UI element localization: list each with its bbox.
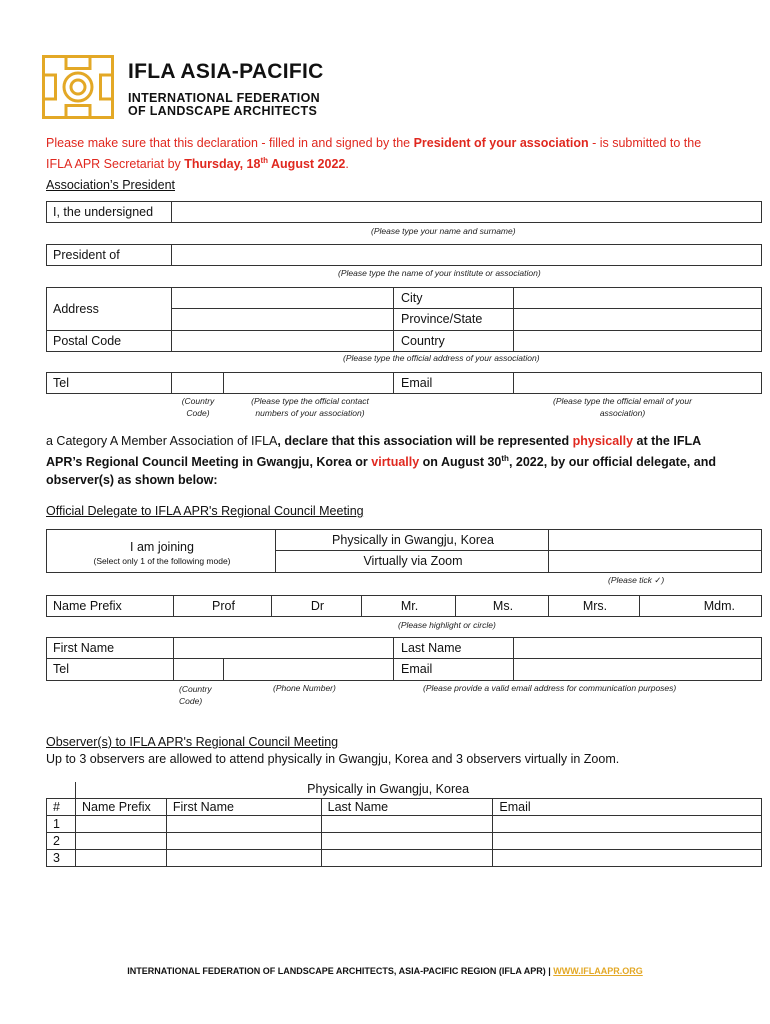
tick-note: (Please tick ✓) xyxy=(608,575,665,585)
prefix-note: (Please highlight or circle) xyxy=(398,620,496,630)
observer-email-input[interactable] xyxy=(493,816,762,833)
mode-virtual-cell: Virtually via Zoom xyxy=(275,550,549,573)
country-input[interactable] xyxy=(513,330,762,352)
undersigned-label-cell: I, the undersigned xyxy=(46,201,172,223)
address-note: (Please type the official address of your association) xyxy=(343,353,540,363)
contact-note: (Please type the official contact numbers of your association) xyxy=(251,396,369,418)
province-input[interactable] xyxy=(513,308,762,331)
org-title: IFLA ASIA-PACIFIC xyxy=(128,60,324,83)
intro-text: Please make sure that this declaration - filled in and signed by the President of your association - is submitted to the IFLA APR Secretariat by Thursday, 18th August 2022. xyxy=(46,136,702,172)
observers-group-header: Physically in Gwangju, Korea xyxy=(307,782,470,796)
observers-subtext: Up to 3 observers are allowed to attend physically in Gwangju, Korea and 3 observers virtually in Zoom. xyxy=(46,752,620,766)
postal-label-cell: Postal Code xyxy=(46,330,172,352)
ifla-logo xyxy=(42,55,114,119)
observers-table xyxy=(46,782,762,867)
delegate-email-label-cell: Email xyxy=(393,658,514,681)
org-subtitle: INTERNATIONAL FEDERATION OF LANDSCAPE ARCHITECTS xyxy=(128,91,320,118)
footer: INTERNATIONAL FEDERATION OF LANDSCAPE ARCHITECTS, ASIA-PACIFIC REGION (IFLA APR) | WWW.IFLAAPR.ORG xyxy=(127,966,643,976)
row-number: 3 xyxy=(47,850,76,867)
observer-prefix-input[interactable] xyxy=(75,850,166,867)
email-label-cell: Email xyxy=(393,372,514,394)
observer-email-input[interactable] xyxy=(493,850,762,867)
delegate-country-code-input[interactable] xyxy=(173,658,224,681)
observer-last-name-input[interactable] xyxy=(321,833,493,850)
postal-code-input[interactable] xyxy=(171,330,394,352)
email-note: (Please type the official email of your association) xyxy=(553,396,692,418)
observer-first-name-input[interactable] xyxy=(166,816,321,833)
delegate-email-input[interactable] xyxy=(513,658,762,681)
address-line2-input[interactable] xyxy=(171,308,394,331)
prefix-dr[interactable]: Dr xyxy=(271,595,362,617)
observer-last-name-input[interactable] xyxy=(321,850,493,867)
col-email: Email xyxy=(493,799,762,816)
president-of-label-cell: President of xyxy=(46,244,172,266)
tel-label-cell: Tel xyxy=(46,372,172,394)
mode-virtual-tick[interactable] xyxy=(548,550,762,573)
row-number: 1 xyxy=(47,816,76,833)
delegate-email-note: (Please provide a valid email address for communication purposes) xyxy=(423,683,677,693)
table-row xyxy=(47,850,762,867)
table-row xyxy=(47,833,762,850)
row-number: 2 xyxy=(47,833,76,850)
observer-email-input[interactable] xyxy=(493,833,762,850)
observer-prefix-input[interactable] xyxy=(75,833,166,850)
delegate-country-code-note: (Country Code) xyxy=(179,684,212,706)
prefix-ms[interactable]: Ms. xyxy=(455,595,549,617)
association-name-input[interactable] xyxy=(171,244,762,266)
first-name-label-cell: First Name xyxy=(46,637,174,659)
president-heading: Association’s President xyxy=(46,178,176,192)
last-name-input[interactable] xyxy=(513,637,762,659)
prefix-mdm[interactable]: Mdm. xyxy=(639,595,762,617)
mode-physical-tick[interactable] xyxy=(548,529,762,551)
delegate-phone-input[interactable] xyxy=(223,658,394,681)
first-name-input[interactable] xyxy=(173,637,394,659)
delegate-heading: Official Delegate to IFLA APR's Regional Council Meeting xyxy=(46,504,364,518)
last-name-label-cell: Last Name xyxy=(393,637,514,659)
observer-prefix-input[interactable] xyxy=(75,816,166,833)
city-label-cell: City xyxy=(393,287,514,309)
col-number: # xyxy=(47,799,76,816)
col-last-name: Last Name xyxy=(321,799,493,816)
address-label-cell: Address xyxy=(46,287,172,331)
prefix-mr[interactable]: Mr. xyxy=(361,595,456,617)
delegate-tel-label-cell: Tel xyxy=(46,658,174,681)
joining-label-cell: I am joining (Select only 1 of the following mode) xyxy=(46,529,276,573)
prefix-prof[interactable]: Prof xyxy=(173,595,272,617)
president-name-input[interactable] xyxy=(171,201,762,223)
observer-last-name-input[interactable] xyxy=(321,816,493,833)
observers-heading: Observer(s) to IFLA APR's Regional Council Meeting xyxy=(46,735,339,749)
province-label-cell: Province/State xyxy=(393,308,514,331)
mode-physical-cell: Physically in Gwangju, Korea xyxy=(275,529,549,551)
footer-link[interactable]: WWW.IFLAAPR.ORG xyxy=(553,966,643,976)
undersigned-note: (Please type your name and surname) xyxy=(371,226,516,236)
email-input[interactable] xyxy=(513,372,762,394)
country-code-input[interactable] xyxy=(171,372,224,394)
address-line1-input[interactable] xyxy=(171,287,394,309)
phone-note: (Phone Number) xyxy=(273,683,336,693)
observer-first-name-input[interactable] xyxy=(166,833,321,850)
country-label-cell: Country xyxy=(393,330,514,352)
city-input[interactable] xyxy=(513,287,762,309)
prefix-mrs[interactable]: Mrs. xyxy=(548,595,640,617)
observer-first-name-input[interactable] xyxy=(166,850,321,867)
col-name-prefix: Name Prefix xyxy=(75,799,166,816)
tel-number-input[interactable] xyxy=(223,372,394,394)
country-code-note: (Country Code) xyxy=(181,396,215,418)
declaration-text: a Category A Member Association of IFLA, declare that this association will be represented physically at the IFLA APR’s Regional Council Meeting in Gwangju, Korea or virtually on August 30th, 2022, by our official delegate, and observer(s) as shown below: xyxy=(46,434,716,488)
col-first-name: First Name xyxy=(166,799,321,816)
observers-header-row xyxy=(47,799,762,816)
table-row xyxy=(47,816,762,833)
name-prefix-label-cell: Name Prefix xyxy=(46,595,174,617)
president-of-note: (Please type the name of your institute or association) xyxy=(338,268,541,278)
